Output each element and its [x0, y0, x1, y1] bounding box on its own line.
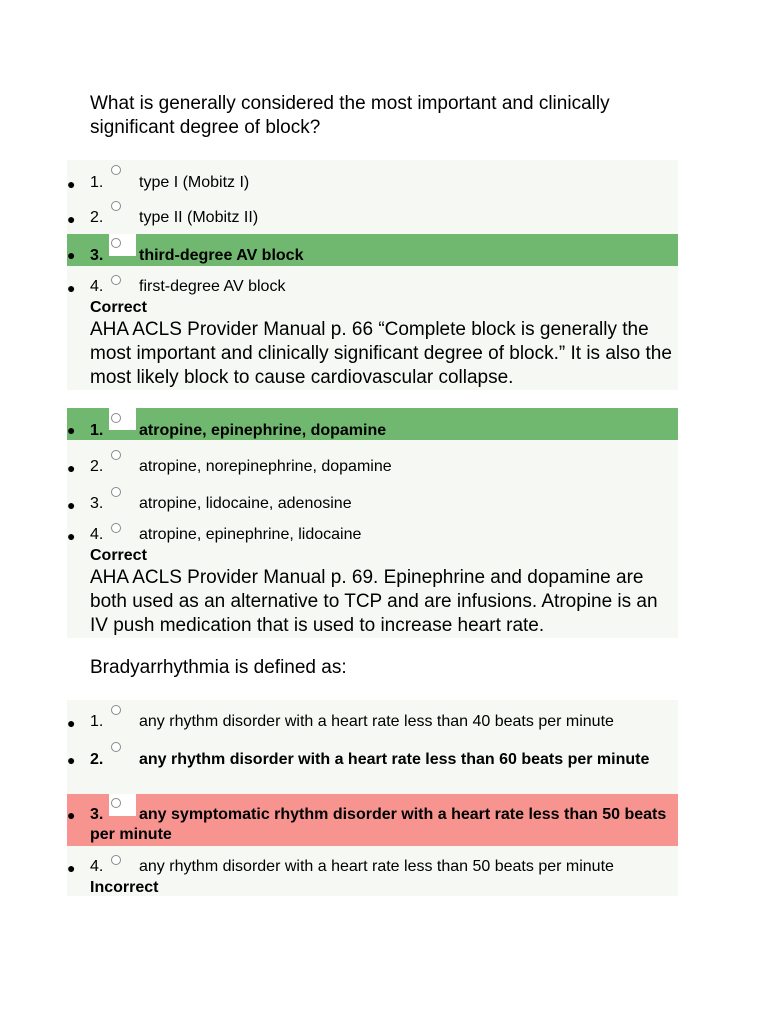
- q1-option-4[interactable]: [67, 270, 678, 298]
- option-number: 3.: [90, 247, 104, 264]
- bullet-icon: ●: [67, 460, 76, 476]
- q2-option-4[interactable]: [67, 518, 678, 546]
- bullet-icon: ●: [67, 211, 76, 227]
- radio-button-icon[interactable]: [111, 450, 121, 460]
- option-text: any symptomatic rhythm disorder with a heart rate less than 50 beats per minute: [90, 806, 667, 843]
- radio-button-icon[interactable]: [111, 855, 121, 865]
- option-number: 2.: [90, 458, 104, 475]
- q3-option-3[interactable]: [67, 794, 678, 846]
- option-number: 3.: [90, 806, 104, 823]
- radio-button-icon[interactable]: [111, 275, 121, 285]
- option-text: type I (Mobitz I): [139, 174, 250, 191]
- bullet-icon: ●: [67, 247, 76, 263]
- radio-button-icon[interactable]: [111, 705, 121, 715]
- q2-option-2[interactable]: [67, 448, 678, 482]
- bullet-icon: ●: [67, 528, 76, 544]
- q2-explanation: AHA ACLS Provider Manual p. 69. Epinephrine and dopamine are both used as an alternative to TCP and are infusions. Atropine is an IV push medication that is used to increase heart rate.: [90, 567, 658, 636]
- q2-result: Correct: [90, 547, 147, 564]
- option-text: atropine, norepinephrine, dopamine: [139, 458, 392, 475]
- q1-explanation: AHA ACLS Provider Manual p. 66 “Complete block is generally the most important and clinically significant degree of block.” It is also the most likely block to cause cardiovascular collapse.: [90, 319, 672, 388]
- q3-option-1[interactable]: [67, 703, 678, 737]
- q2-option-3[interactable]: [67, 484, 678, 518]
- q1-option-2[interactable]: [67, 200, 678, 232]
- q3-option-4[interactable]: [67, 850, 678, 878]
- option-number: 2.: [90, 751, 104, 768]
- radio-button-icon[interactable]: [111, 413, 121, 423]
- option-number: 3.: [90, 495, 104, 512]
- bullet-icon: ●: [67, 422, 76, 438]
- bullet-icon: ●: [67, 807, 76, 823]
- option-number: 2.: [90, 209, 104, 226]
- option-number: 1.: [90, 422, 104, 439]
- option-text: atropine, epinephrine, lidocaine: [139, 526, 362, 543]
- option-number: 1.: [90, 174, 104, 191]
- bullet-icon: ●: [67, 860, 76, 876]
- q1-option-1[interactable]: [67, 164, 678, 198]
- radio-button-icon[interactable]: [111, 201, 121, 211]
- option-number: 4.: [90, 858, 104, 875]
- option-text: any rhythm disorder with a heart rate less than 40 beats per minute: [139, 713, 614, 730]
- q1-result: Correct: [90, 299, 147, 316]
- radio-button-icon[interactable]: [111, 523, 121, 533]
- option-number: 4.: [90, 278, 104, 295]
- bullet-icon: ●: [67, 176, 76, 192]
- option-text: atropine, epinephrine, dopamine: [139, 422, 387, 439]
- option-text: first-degree AV block: [139, 278, 286, 295]
- option-text: any rhythm disorder with a heart rate less than 60 beats per minute: [139, 751, 650, 768]
- question-3-text: Bradyarrhythmia is defined as:: [90, 657, 347, 678]
- option-number: 1.: [90, 713, 104, 730]
- option-text: type II (Mobitz II): [139, 209, 259, 226]
- q2-option-1[interactable]: [67, 408, 678, 440]
- bullet-icon: ●: [67, 497, 76, 513]
- radio-button-icon[interactable]: [111, 487, 121, 497]
- option-text: atropine, lidocaine, adenosine: [139, 495, 352, 512]
- radio-button-icon[interactable]: [111, 238, 121, 248]
- bullet-icon: ●: [67, 752, 76, 768]
- q3-result: Incorrect: [90, 879, 159, 896]
- option-number: 4.: [90, 526, 104, 543]
- option-text: any rhythm disorder with a heart rate less than 50 beats per minute: [139, 858, 614, 875]
- bullet-icon: ●: [67, 280, 76, 296]
- q3-option-2[interactable]: [67, 739, 678, 791]
- radio-button-icon[interactable]: [111, 165, 121, 175]
- bullet-icon: ●: [67, 715, 76, 731]
- option-text: third-degree AV block: [139, 247, 304, 264]
- question-1-text: What is generally considered the most important and clinically significant degree of block?: [90, 93, 610, 138]
- q1-option-3[interactable]: [67, 234, 678, 266]
